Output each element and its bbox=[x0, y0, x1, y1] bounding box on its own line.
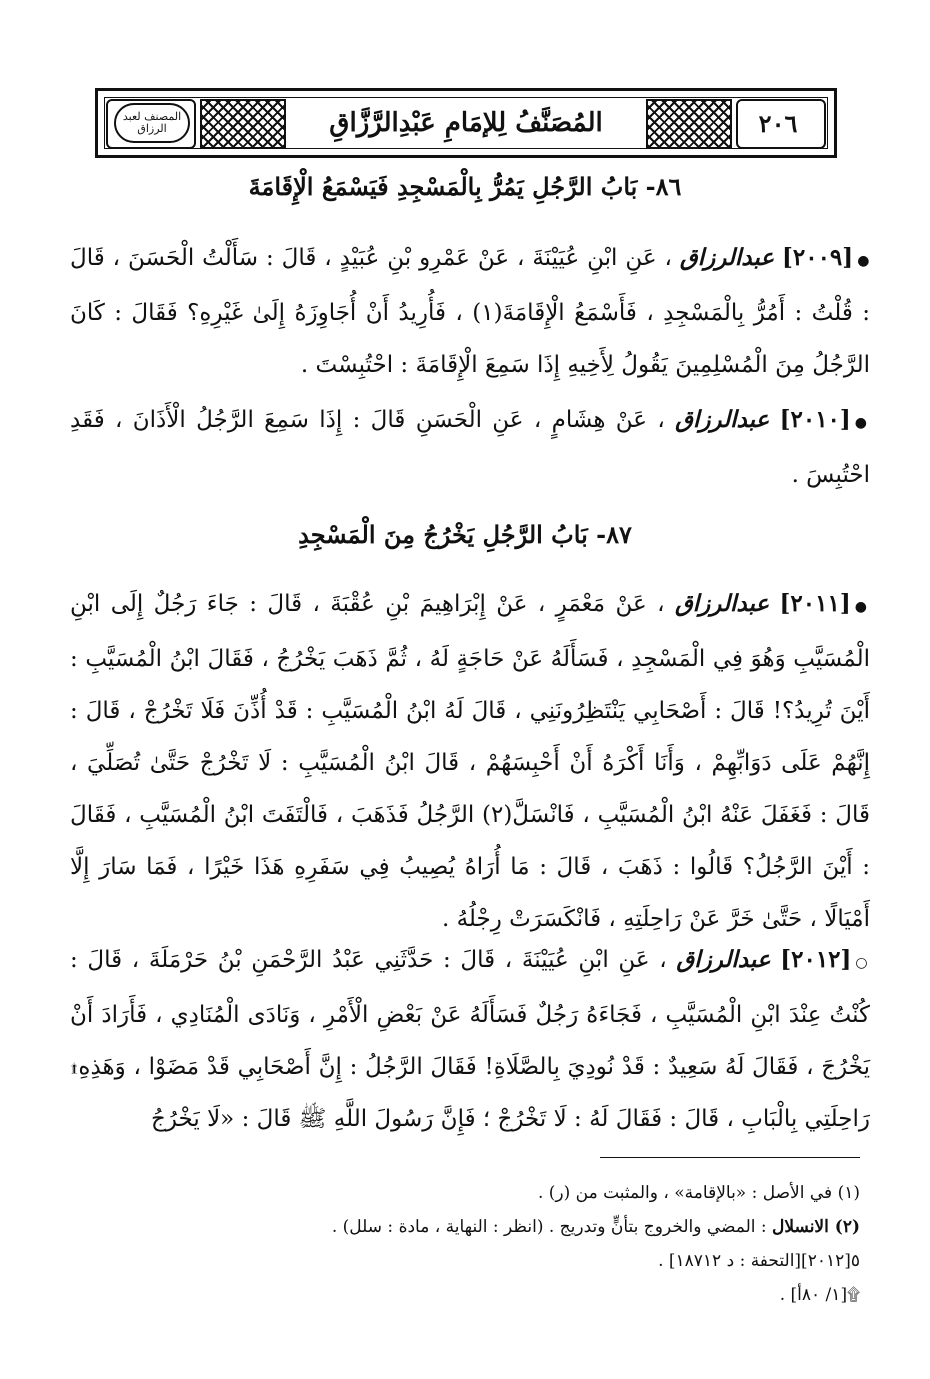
hadith-2010 bbox=[70, 394, 870, 501]
hadith-number: [٢٠١٠] bbox=[779, 406, 851, 433]
ornament-right bbox=[646, 99, 732, 149]
book-seal-logo: المصنف لعبد الرزاق bbox=[114, 103, 190, 143]
footnote-term: (٢) الانسلال bbox=[772, 1217, 860, 1237]
circle-marker-icon: ○ bbox=[855, 955, 870, 971]
hadith-number: [٢٠١٢] bbox=[780, 946, 852, 973]
hadith-text: ، عَنْ مَعْمَرٍ ، عَنْ إِبْرَاهِيمَ بْنِ عُقْبَةَ ، قَالَ : جَاءَ رَجُلٌ إِلَى ابْنِ الْمُسَيَّبِ وَهُوَ فِي الْمَسْجِدِ ، فَسَأَلَهُ عَنْ حَاجَةٍ لَهُ ، ثُمَّ ذَهَبَ يَخْرُجُ ، فَقَالَ ابْنُ الْمُسَيَّبِ : أَيْنَ تُرِيدُ؟! قَالَ : أَصْحَابِي يَنْتَظِرُونَنِي ، قَالَ لَهُ ابْنُ الْمُسَيَّبِ : قَدْ أُذِّنَ فَلَا تَخْرُجْ ، قَالَ : إِنَّهُمْ عَلَى دَوَابِّهِمْ ، وَأَنَا أَكْرَهُ أَنْ أَحْبِسَهُمْ ، قَالَ ابْنُ الْمُسَيَّبِ : لَا تَخْرُجْ حَتَّىٰ تُصَلِّيَ ، قَالَ : فَغَفَلَ عَنْهُ ابْنُ الْمُسَيَّبِ ، فَانْسَلَّ(٢) الرَّجُلُ فَذَهَبَ ، فَالْتَفَتَ ابْنُ الْمُسَيَّبِ ، فَقَالَ : أَيْنَ الرَّجُلُ؟ قَالُوا : ذَهَبَ ، قَالَ : مَا أُرَاهُ يُصِيبُ فِي سَفَرِهِ هَذَا خَيْرًا ، فَمَا سَارَ إِلَّا أَمْيَالًا ، حَتَّىٰ خَرَّ عَنْ رَاحِلَتِهِ ، فَانْكَسَرَتْ رِجْلُهُ . bbox=[70, 591, 870, 932]
hadith-text: ، عَنِ ابْنِ عُيَيْنَةَ ، قَالَ : حَدَّثَنِي عَبْدُ الرَّحْمَنِ بْنُ حَرْمَلَةَ ، قَالَ : كُنْتُ عِنْدَ ابْنِ الْمُسَيَّبِ ، فَجَاءَهُ رَجُلٌ فَسَأَلَهُ عَنْ بَعْضِ الْأَمْرِ ، وَنَادَى الْمُنَادِي ، فَأَرَادَ أَنْ يَخْرُجَ ، فَقَالَ لَهُ سَعِيدٌ : قَدْ نُودِيَ بِالصَّلَاةِ! فَقَالَ الرَّجُلُ : إِنَّ أَصْحَابِي قَدْ مَضَوْا ، وَهَذِهِ۩ رَاحِلَتِي بِالْبَابِ ، قَالَ : فَقَالَ لَهُ : لَا تَخْرُجْ ؛ فَإِنَّ رَسُولَ اللَّهِ ﷺ قَالَ : «لَا يَخْرُجُ bbox=[70, 947, 870, 1132]
book-title: المُصَنَّفُ لِلإمَامِ عَبْدِالرَّزَّاقِ bbox=[317, 108, 614, 138]
narrator-name: عبدالرزاق bbox=[676, 946, 771, 973]
footnote-1: (١) في الأصل : «بالإقامة» ، والمثبت من (ر) . bbox=[537, 1183, 860, 1203]
bullet-icon: ● bbox=[857, 253, 871, 269]
bullet-icon: ● bbox=[854, 599, 871, 615]
footnote-2 bbox=[70, 1212, 860, 1242]
hadith-2009 bbox=[70, 232, 870, 391]
chapter-heading-86: ٨٦- بَابُ الرَّجُلِ يَمُرُّ بِالْمَسْجِدِ فَيَسْمَعُ الْإِقَامَةَ bbox=[248, 172, 682, 201]
hadith-number: [٢٠١١] bbox=[779, 590, 851, 617]
page-header bbox=[95, 88, 837, 158]
narrator-name: عبدالرزاق bbox=[674, 590, 770, 617]
narrator-name: عبدالرزاق bbox=[675, 406, 770, 433]
bullet-icon: ● bbox=[854, 415, 871, 431]
hadith-number: [٢٠٠٩] bbox=[781, 244, 854, 271]
hadith-text: ، عَنْ هِشَامٍ ، عَنِ الْحَسَنِ قَالَ : إِذَا سَمِعَ الرَّجُلُ الْأَذَانَ ، فَقَدِ احْتُبِسَ . bbox=[70, 407, 870, 488]
chapter-heading-87: ٨٧- بَابُ الرَّجُلِ يَخْرُجُ مِنَ الْمَسْجِدِ bbox=[298, 520, 632, 549]
narrator-name: عبدالرزاق bbox=[679, 244, 775, 271]
hadith-text: ، عَنِ ابْنِ عُيَيْنَةَ ، عَنْ عَمْرِو بْنِ عُبَيْدٍ ، قَالَ : سَأَلْتُ الْحَسَنَ ، قَالَ : قُلْتُ : أَمُرُّ بِالْمَسْجِدِ ، فَأَسْمَعُ الْإِقَامَةَ(١) ، فَأُرِيدُ أَنْ أُجَاوِزَهُ إِلَىٰ غَيْرِهِ؟ فَقَالَ : كَانَ الرَّجُلُ مِنَ الْمُسْلِمِينَ يَقُولُ لِأَخِيهِ إِذَا سَمِعَ الْإِقَامَةَ : احْتُبِسْتَ . bbox=[70, 245, 870, 378]
footnote-4: ۩[١/ ٨٠أ] . bbox=[779, 1285, 860, 1305]
footnote-divider bbox=[600, 1157, 860, 1158]
footnote-definition: : المضي والخروج بتأنٍّ وتدريج . (انظر : النهاية ، مادة : سلل) . bbox=[331, 1217, 767, 1237]
footnote-3: ٥[٢٠١٢][التحفة : د ١٨٧١٢] . bbox=[658, 1251, 860, 1271]
ornament-left bbox=[200, 99, 286, 149]
hadith-2011 bbox=[70, 578, 870, 945]
hadith-2012 bbox=[70, 934, 870, 1145]
page-number: ٢٠٦ bbox=[758, 108, 798, 138]
